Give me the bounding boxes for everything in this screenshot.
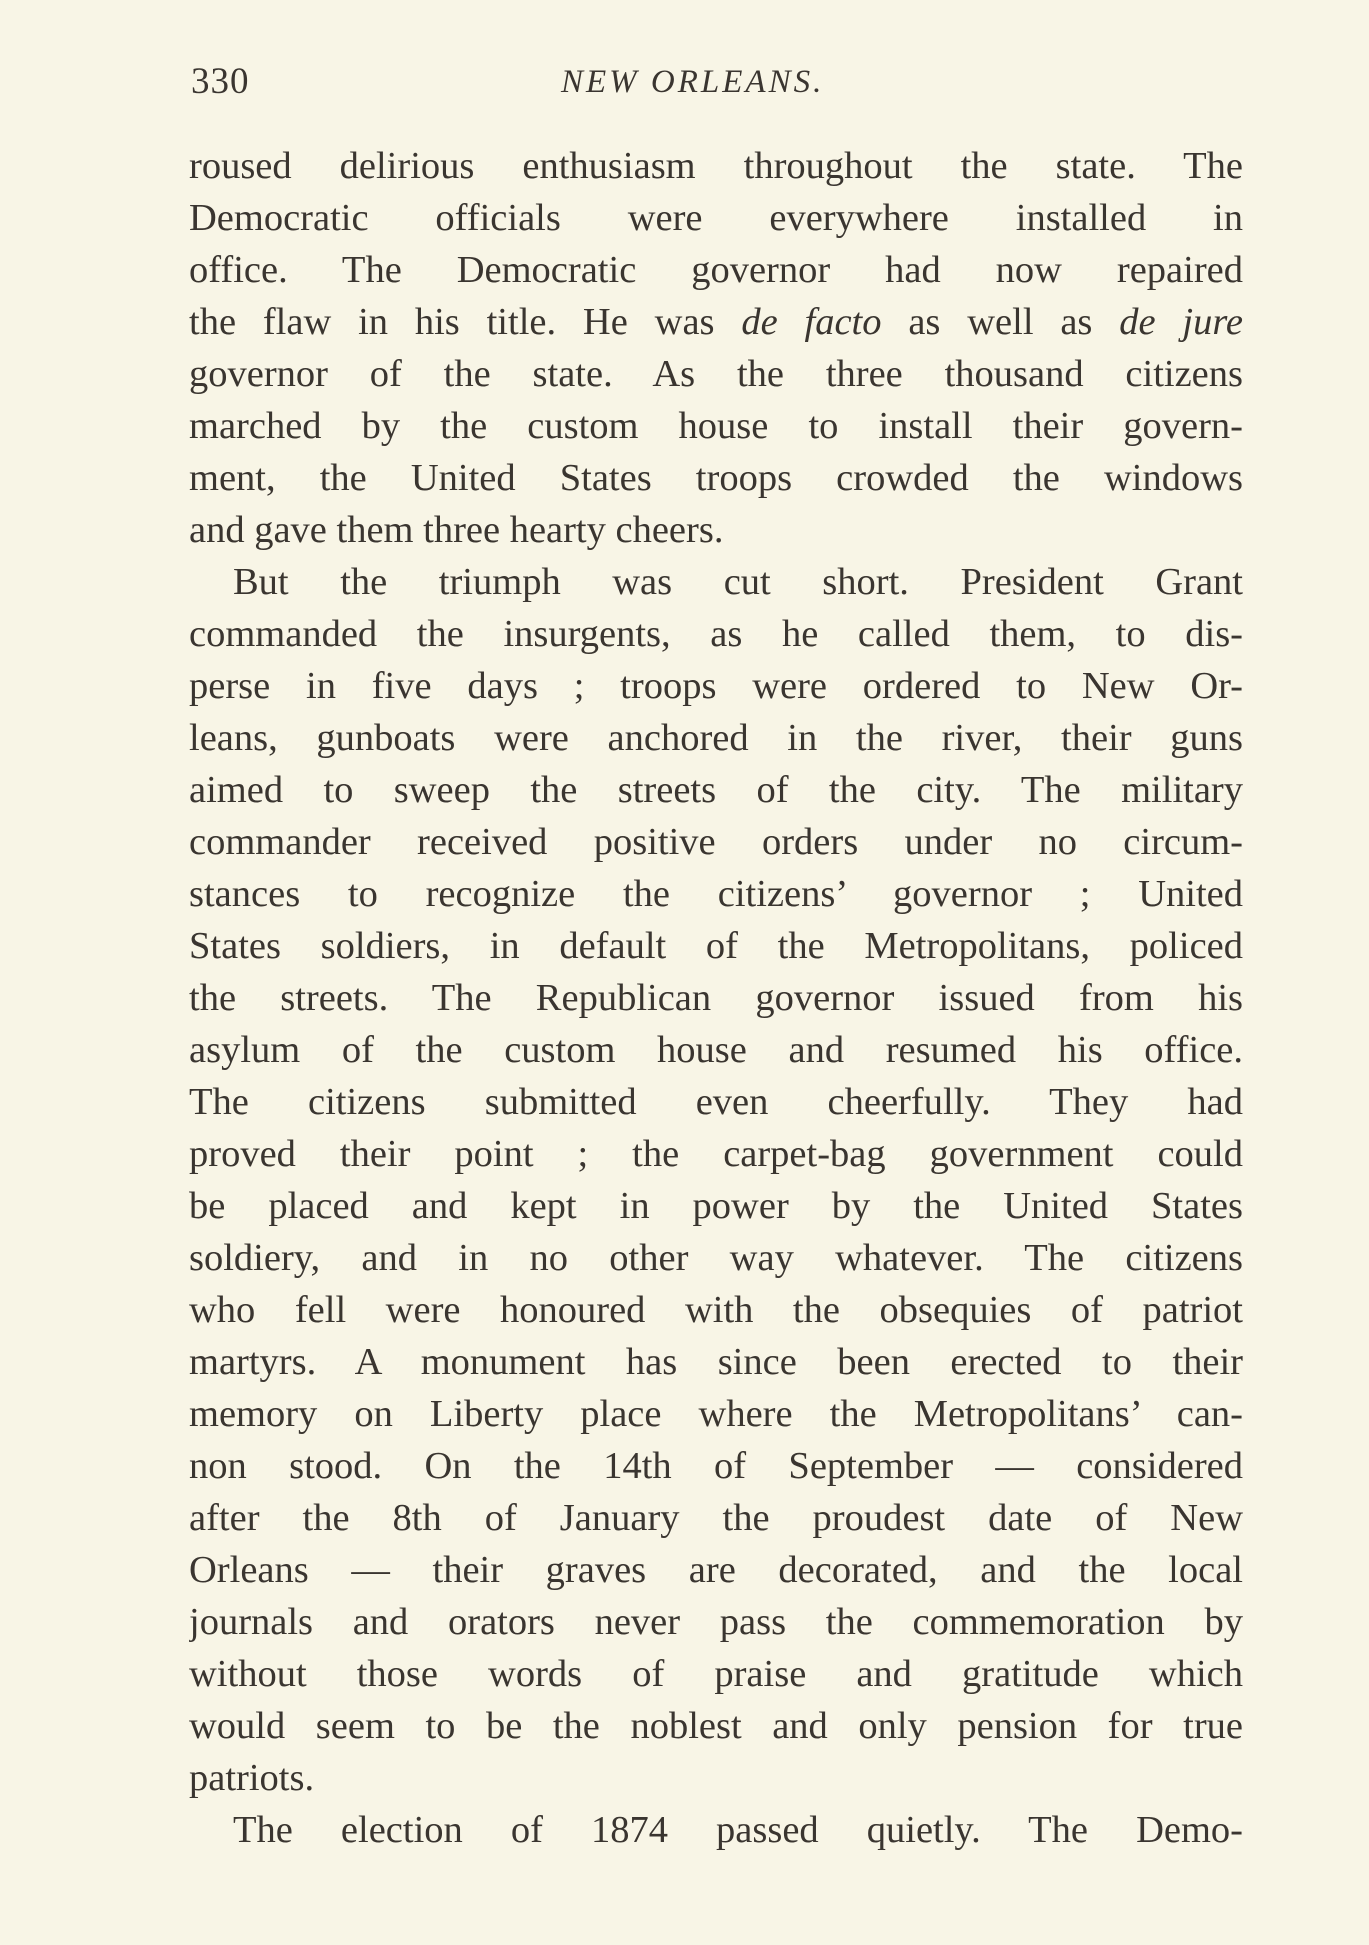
text-line: marched by the custom house to install their govern- [189, 405, 1243, 447]
text-line: leans, gunboats were anchored in the river, their guns [189, 717, 1243, 759]
text-line: proved their point ; the carpet-bag government could [189, 1133, 1243, 1175]
text-line: Democratic officials were everywhere installed in [189, 197, 1243, 239]
text-line: after the 8th of January the proudest date of New [189, 1497, 1243, 1539]
text-line: the streets. The Republican governor issued from his [189, 977, 1243, 1019]
text-line: stances to recognize the citizens’ governor ; United [189, 873, 1243, 915]
text-line: be placed and kept in power by the United States [189, 1185, 1243, 1227]
text-line: The election of 1874 passed quietly. The Demo- [233, 1809, 1243, 1851]
text-line: office. The Democratic governor had now repaired [189, 249, 1243, 291]
text-span: as well as [881, 301, 1120, 343]
text-line: roused delirious enthusiasm throughout the state. The [189, 145, 1243, 187]
text-line: who fell were honoured with the obsequies of patriot [189, 1289, 1243, 1331]
italic-phrase: de facto [741, 301, 882, 343]
text-line: governor of the state. As the three thousand citizens [189, 353, 1243, 395]
text-line: patriots. [189, 1757, 315, 1799]
text-line: memory on Liberty place where the Metropolitans’ can- [189, 1393, 1243, 1435]
text-line: Orleans — their graves are decorated, and the local [189, 1549, 1243, 1591]
text-line: would seem to be the noblest and only pension for true [189, 1705, 1243, 1747]
text-line: The citizens submitted even cheerfully. They had [189, 1081, 1243, 1123]
page-header [191, 60, 1241, 110]
text-line: journals and orators never pass the commemoration by [189, 1601, 1243, 1643]
running-head: NEW ORLEANS. [561, 64, 825, 100]
body-text [189, 140, 1243, 1856]
text-line: and gave them three hearty cheers. [189, 509, 724, 551]
text-line [189, 296, 1243, 348]
text-line: aimed to sweep the streets of the city. The military [189, 769, 1243, 811]
text-line: commander received positive orders under no circum- [189, 821, 1243, 863]
text-line: non stood. On the 14th of September — considered [189, 1445, 1243, 1487]
text-line: perse in five days ; troops were ordered to New Or- [189, 665, 1243, 707]
text-line: without those words of praise and gratitude which [189, 1653, 1243, 1695]
text-line: asylum of the custom house and resumed his office. [189, 1029, 1243, 1071]
text-line: martyrs. A monument has since been erected to their [189, 1341, 1243, 1383]
text-line: But the triumph was cut short. President Grant [233, 561, 1243, 603]
text-line: States soldiers, in default of the Metropolitans, policed [189, 925, 1243, 967]
italic-phrase: de jure [1119, 301, 1243, 343]
text-line: commanded the insurgents, as he called them, to dis- [189, 613, 1243, 655]
page-number: 330 [191, 61, 250, 102]
text-span: the flaw in his title. He was [189, 301, 742, 343]
text-line: ment, the United States troops crowded the windows [189, 457, 1243, 499]
text-line: soldiery, and in no other way whatever. The citizens [189, 1237, 1243, 1279]
